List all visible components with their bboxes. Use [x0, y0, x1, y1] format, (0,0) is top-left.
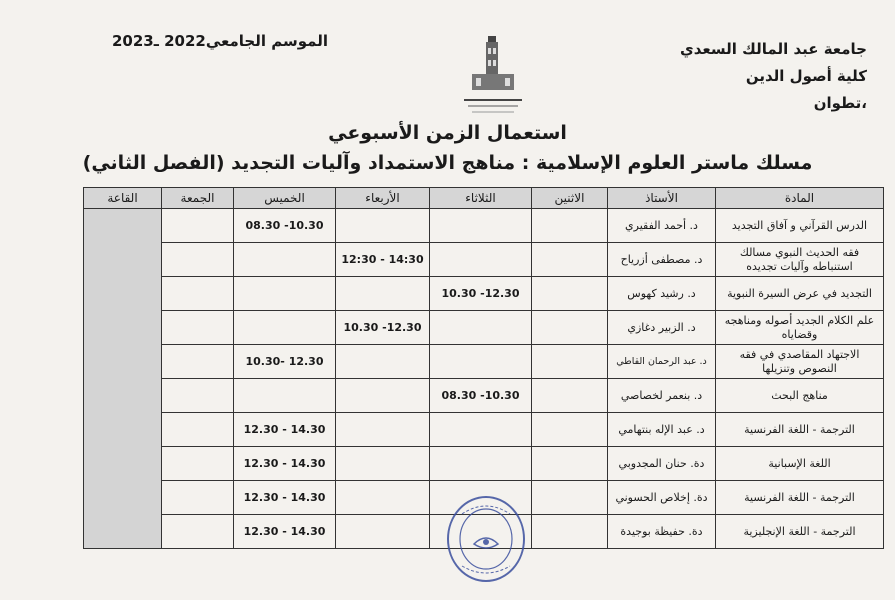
monday-cell: [532, 447, 608, 481]
table-row: [84, 243, 884, 277]
wednesday-cell: [336, 379, 430, 413]
professor-cell: د. الزبير دغازي: [608, 311, 716, 345]
faculty-name: كلية أصول الدين: [745, 67, 867, 85]
tuesday-cell: [430, 447, 532, 481]
tuesday-cell: 08.30 -10.30: [430, 379, 532, 413]
wednesday-cell: 12:30 - 14:30: [336, 243, 430, 277]
thursday-cell: [234, 311, 336, 345]
subject-cell: مناهج البحث: [716, 379, 884, 413]
friday-cell: [162, 379, 234, 413]
subject-cell: التجديد في عرض السيرة النبوية: [716, 277, 884, 311]
professor-cell: دة. حفيظة بوجيدة: [608, 515, 716, 549]
subject-cell: الدرس القرآني و آفاق التجديد: [716, 209, 884, 243]
tuesday-cell: [430, 345, 532, 379]
friday-cell: [162, 209, 234, 243]
table-row: [84, 277, 884, 311]
friday-cell: [162, 311, 234, 345]
thursday-cell: [234, 277, 336, 311]
professor-cell: د. عبد الرحمان القاطي: [608, 345, 716, 379]
page-title: استعمال الزمن الأسبوعي: [328, 122, 567, 144]
institution-block: [680, 36, 867, 117]
subject-cell: اللغة الإسبانية: [716, 447, 884, 481]
table-row: [84, 447, 884, 481]
tuesday-cell: [430, 243, 532, 277]
friday-cell: [162, 515, 234, 549]
page-subtitle: مسلك ماستر العلوم الإسلامية : مناهج الاستمداد وآليات التجديد (الفصل الثاني): [82, 152, 813, 174]
header-subject: المادة: [716, 188, 884, 209]
thursday-cell: [234, 243, 336, 277]
table-row: [84, 379, 884, 413]
friday-cell: [162, 243, 234, 277]
header-thursday: الخميس: [234, 188, 336, 209]
academic-season: الموسم الجامعي2022 ـ2023: [112, 32, 328, 50]
tuesday-cell: 10.30 -12.30: [430, 277, 532, 311]
monday-cell: [532, 345, 608, 379]
monday-cell: [532, 413, 608, 447]
subject-cell: الترجمة - اللغة الإنجليزية: [716, 515, 884, 549]
tuesday-cell: [430, 413, 532, 447]
thursday-cell: 12.30 - 14.30: [234, 481, 336, 515]
wednesday-cell: [336, 277, 430, 311]
professor-cell: د. رشيد كهوس: [608, 277, 716, 311]
header-tuesday: الثلاثاء: [430, 188, 532, 209]
professor-cell: د. بنعمر لخصاصي: [608, 379, 716, 413]
monday-cell: [532, 515, 608, 549]
professor-cell: دة. إخلاص الحسوني: [608, 481, 716, 515]
header-professor: الأستاذ: [608, 188, 716, 209]
subject-cell: الاجتهاد المقاصدي في فقه النصوص وتنزيلها: [716, 345, 884, 379]
city-name: ،تطوان: [813, 94, 867, 112]
table-row: [84, 311, 884, 345]
subject-cell: علم الكلام الجديد أصوله ومناهجه وقضاياه: [716, 311, 884, 345]
professor-cell: د. مصطفى أزرياح: [608, 243, 716, 277]
subject-cell: الترجمة - اللغة الفرنسية: [716, 413, 884, 447]
friday-cell: [162, 345, 234, 379]
header-friday: الجمعة: [162, 188, 234, 209]
table-row: [84, 345, 884, 379]
wednesday-cell: [336, 515, 430, 549]
monday-cell: [532, 379, 608, 413]
friday-cell: [162, 413, 234, 447]
header-room: القاعة: [84, 188, 162, 209]
wednesday-cell: [336, 209, 430, 243]
wednesday-cell: 10.30 -12.30: [336, 311, 430, 345]
university-name: جامعة عبد المالك السعدي: [680, 40, 867, 58]
friday-cell: [162, 481, 234, 515]
wednesday-cell: [336, 345, 430, 379]
monday-cell: [532, 481, 608, 515]
professor-cell: دة. حنان المجدوبي: [608, 447, 716, 481]
table-row: [84, 209, 884, 243]
wednesday-cell: [336, 413, 430, 447]
tuesday-cell: [430, 209, 532, 243]
wednesday-cell: [336, 481, 430, 515]
thursday-cell: 12.30 - 14.30: [234, 447, 336, 481]
faculty-logo: [458, 34, 528, 122]
thursday-cell: 12.30 - 14.30: [234, 515, 336, 549]
room-cell: [84, 209, 162, 549]
friday-cell: [162, 447, 234, 481]
tuesday-cell: [430, 311, 532, 345]
thursday-cell: [234, 379, 336, 413]
wednesday-cell: [336, 447, 430, 481]
table-row: [84, 413, 884, 447]
table-header-row: [84, 188, 884, 209]
subject-cell: الترجمة - اللغة الفرنسية: [716, 481, 884, 515]
friday-cell: [162, 277, 234, 311]
professor-cell: د. عبد الإله بنتهامي: [608, 413, 716, 447]
thursday-cell: 08.30 -10.30: [234, 209, 336, 243]
header-wednesday: الأربعاء: [336, 188, 430, 209]
header-monday: الاثنين: [532, 188, 608, 209]
thursday-cell: 10.30- 12.30: [234, 345, 336, 379]
professor-cell: د. أحمد الفقيري: [608, 209, 716, 243]
monday-cell: [532, 209, 608, 243]
thursday-cell: 12.30 - 14.30: [234, 413, 336, 447]
subject-cell: فقه الحديث النبوي مسالك استنباطه وآليات تجديده: [716, 243, 884, 277]
monday-cell: [532, 311, 608, 345]
monday-cell: [532, 243, 608, 277]
faculty-stamp: [444, 494, 528, 584]
monday-cell: [532, 277, 608, 311]
